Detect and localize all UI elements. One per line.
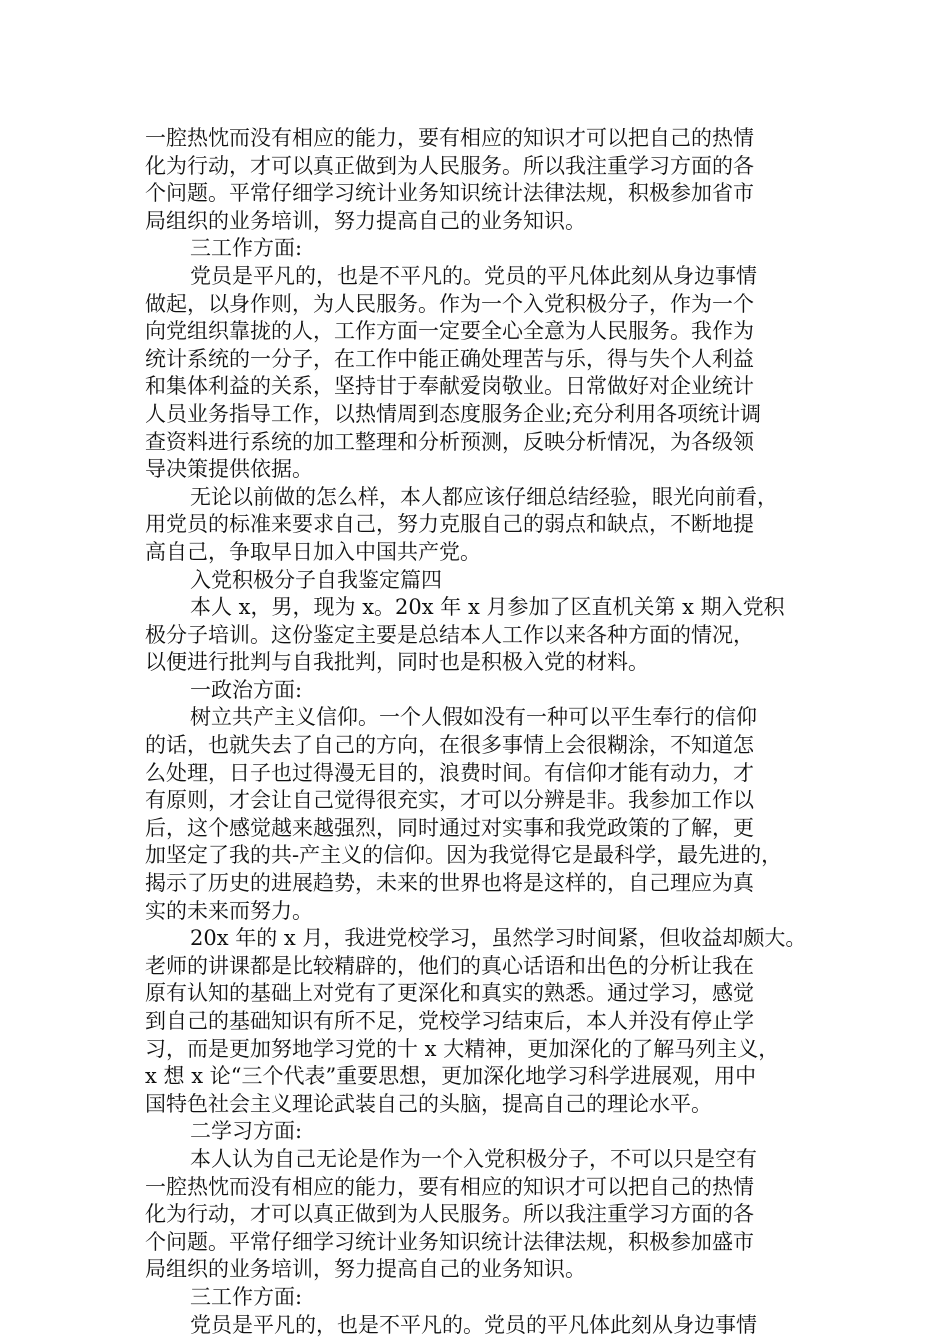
text-line: 有原则，才会让自己觉得很充实，才可以分辨是非。我参加工作以 — [145, 788, 754, 813]
text-line: 和集体利益的关系，坚持甘于奉献爱岗敬业。日常做好对企业统计 — [145, 374, 754, 399]
text-line: 么处理，日子也过得漫无目的，浪费时间。有信仰才能有动力，才 — [145, 760, 754, 785]
text-line: 树立共产主义信仰。一个人假如没有一种可以平生奉行的信仰 — [190, 705, 757, 730]
text-line: 向党组织靠拢的人，工作方面一定要全心全意为人民服务。我作为 — [145, 319, 754, 344]
text-line: 20x 年的 x 月，我进党校学习，虽然学习时间紧，但收益却颇大。 — [190, 926, 807, 951]
text-line: 老师的讲课都是比较精辟的，他们的真心话语和出色的分析让我在 — [145, 953, 754, 978]
text-line: 揭示了历史的进展趋势，未来的世界也将是这样的，自己理应为真 — [145, 871, 754, 896]
text-line: 党员是平凡的，也是不平凡的。党员的平凡体此刻从身边事情 — [190, 1312, 757, 1337]
text-line: 查资料进行系统的加工整理和分析预测，反映分析情况，为各级领 — [145, 429, 754, 454]
text-line: 国特色社会主义理论武装自己的头脑，提高自己的理论水平。 — [145, 1091, 712, 1116]
text-line: 局组织的业务培训，努力提高自己的业务知识。 — [145, 1257, 586, 1282]
document-body — [145, 125, 815, 1339]
text-line: 本人认为自己无论是作为一个入党积极分子，不可以只是空有 — [190, 1146, 757, 1171]
text-line: 到自己的基础知识有所不足，党校学习结束后，本人并没有停止学 — [145, 1009, 754, 1033]
text-line: 一腔热忱而没有相应的能力，要有相应的知识才可以把自己的热情 — [145, 1174, 754, 1199]
text-line: 高自己，争取早日加入中国共产党。 — [145, 539, 481, 564]
text-line: 一腔热忱而没有相应的能力，要有相应的知识才可以把自己的热情 — [145, 126, 754, 150]
text-line: 化为行动，才可以真正做到为人民服务。所以我注重学习方面的各 — [145, 1202, 754, 1227]
text-line: 三工作方面: — [190, 236, 303, 261]
text-line: 一政治方面: — [190, 677, 303, 702]
text-line: x 想 x 论“三个代表”重要思想，更加深化地学习科学进展观，用中 — [145, 1064, 757, 1089]
text-line: 化为行动，才可以真正做到为人民服务。所以我注重学习方面的各 — [145, 153, 754, 178]
text-line: 加坚定了我的共-产主义的信仰。因为我觉得它是最科学，最先进的， — [145, 843, 783, 868]
text-line: 以便进行批判与自我批判，同时也是积极入党的材料。 — [145, 650, 649, 675]
text-line: 个问题。平常仔细学习统计业务知识统计法律法规，积极参加省市 — [145, 181, 754, 206]
text-line: 原有认知的基础上对党有了更深化和真实的熟悉。通过学习，感觉 — [145, 981, 754, 1006]
text-line: 习，而是更加努地学习党的十 x 大精神，更加深化的了解马列主义， — [145, 1036, 780, 1061]
text-line: 本人 x，男，现为 x。20x 年 x 月参加了区直机关第 x 期入党积 — [190, 595, 785, 620]
text-line: 无论以前做的怎么样，本人都应该仔细总结经验，眼光向前看， — [190, 484, 778, 509]
text-line: 人员业务指导工作，以热情周到态度服务企业;充分利用各项统计调 — [145, 401, 762, 426]
text-line: 二学习方面: — [190, 1119, 303, 1144]
text-line: 用党员的标准来要求自己，努力克服自己的弱点和缺点，不断地提 — [145, 512, 754, 537]
text-line: 入党积极分子自我鉴定篇四 — [190, 567, 442, 592]
text-line: 做起，以身作则，为人民服务。作为一个入党积极分子，作为一个 — [145, 291, 754, 316]
text-line: 的话，也就失去了自己的方向，在很多事情上会很糊涂，不知道怎 — [145, 733, 754, 758]
text-line: 三工作方面: — [190, 1284, 303, 1309]
text-line: 后，这个感觉越来越强烈，同时通过对实事和我党政策的了解，更 — [145, 815, 754, 840]
text-line: 极分子培训。这份鉴定主要是总结本人工作以来各种方面的情况， — [145, 622, 754, 647]
text-line: 局组织的业务培训，努力提高自己的业务知识。 — [145, 208, 586, 233]
text-line: 导决策提供依据。 — [145, 457, 313, 482]
text-line: 个问题。平常仔细学习统计业务知识统计法律法规，积极参加盛市 — [145, 1229, 754, 1254]
text-line: 统计系统的一分子，在工作中能正确处理苦与乐，得与失个人利益 — [145, 346, 754, 371]
text-line: 实的未来而努力。 — [145, 898, 313, 923]
text-line: 党员是平凡的，也是不平凡的。党员的平凡体此刻从身边事情 — [190, 263, 757, 288]
